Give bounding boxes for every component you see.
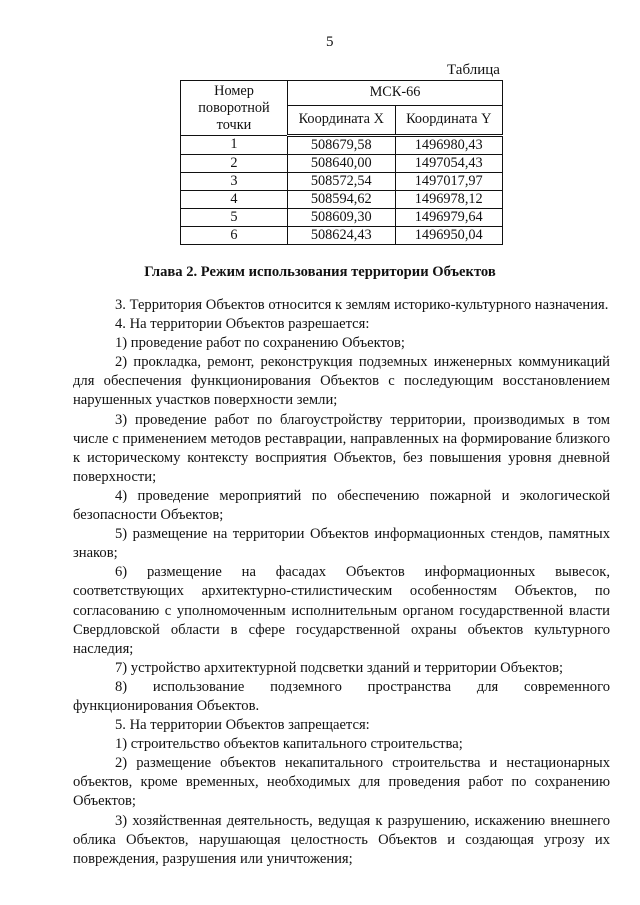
paragraph: 1) строительство объектов капитального строительства; [115,736,463,753]
header-coordinate-y: Координата Y [395,106,503,136]
paragraph: 6) размещение на фасадах Объектов информационных вывесок, соответствующих архитектурно-стилистическим особенностям Объектов, по согласованию с уполномоченным исполнительным органом государственной власти Свердловской области в сфере государственной охраны объектов культурного наследия; [73,564,610,657]
body-text [73,296,610,869]
coordinate-y-cell: 1496978,12 [395,191,503,209]
paragraph: 2) прокладка, ремонт, реконструкция подземных инженерных коммуникаций для обеспечения функционирования Объектов с последующим восстановлением нарушенных участков поверхности земли; [73,354,610,409]
header-coordinate-system: МСК-66 [288,81,503,106]
paragraph: 4. На территории Объектов разрешается: [115,316,370,333]
table-row [181,227,503,245]
coordinate-y-cell: 1496950,04 [395,227,503,245]
paragraph: 5. На территории Объектов запрещается: [115,717,370,734]
table-caption: Таблица [447,62,500,78]
point-number-cell: 3 [181,173,288,191]
coordinates-table [180,80,503,245]
point-number-cell: 1 [181,136,288,155]
header-coordinate-x: Координата X [288,106,396,136]
coordinate-y-cell: 1497017,97 [395,173,503,191]
paragraph: 3. Территория Объектов относится к землям историко-культурного назначения. [115,297,609,313]
paragraph: 1) проведение работ по сохранению Объектов; [115,335,405,352]
paragraph: 2) размещение объектов некапитального строительства и нестационарных объектов, кроме временных, необходимых для проведения работ по сохранению Объектов; [73,755,610,810]
point-number-cell: 6 [181,227,288,245]
paragraph: 4) проведение мероприятий по обеспечению пожарной и экологической безопасности Объектов; [73,487,610,524]
point-number-cell: 2 [181,155,288,173]
page-number: 5 [326,34,334,50]
point-number-cell: 5 [181,209,288,227]
table-row [181,173,503,191]
coordinate-x-cell: 508572,54 [288,173,396,191]
paragraph: 8) использование подземного пространства для современного функционирования Объектов. [73,678,610,714]
coordinate-y-cell: 1497054,43 [395,155,503,173]
point-number-cell: 4 [181,191,288,209]
coordinate-x-cell: 508594,62 [288,191,396,209]
paragraph: 7) устройство архитектурной подсветки зданий и территории Объектов; [115,659,564,676]
paragraph: 3) хозяйственная деятельность, ведущая к разрушению, искажению внешнего облика Объектов, нарушающая целостность Объектов и создающая угрозу их повреждения, разрушения или уничтожения; [73,812,610,867]
chapter-heading: Глава 2. Режим использования территории Объектов [144,264,496,280]
header-point-number: Номер поворотной точки [181,81,288,136]
table-row [181,136,503,155]
paragraph: 3) проведение работ по благоустройству территории, производимых в том числе с применением методов реставрации, направленных на формирование близкого к историческому контексту восприятия Объектов, без повышения уровня дневной поверхности; [73,411,610,485]
coordinate-x-cell: 508679,58 [288,136,396,155]
table-row [181,209,503,227]
coordinate-x-cell: 508609,30 [288,209,396,227]
table-row [181,155,503,173]
coordinate-x-cell: 508624,43 [288,227,396,245]
coordinate-x-cell: 508640,00 [288,155,396,173]
table-row [181,191,503,209]
coordinate-y-cell: 1496979,64 [395,209,503,227]
coordinate-y-cell: 1496980,43 [395,136,503,155]
paragraph: 5) размещение на территории Объектов информационных стендов, памятных знаков; [73,526,610,562]
